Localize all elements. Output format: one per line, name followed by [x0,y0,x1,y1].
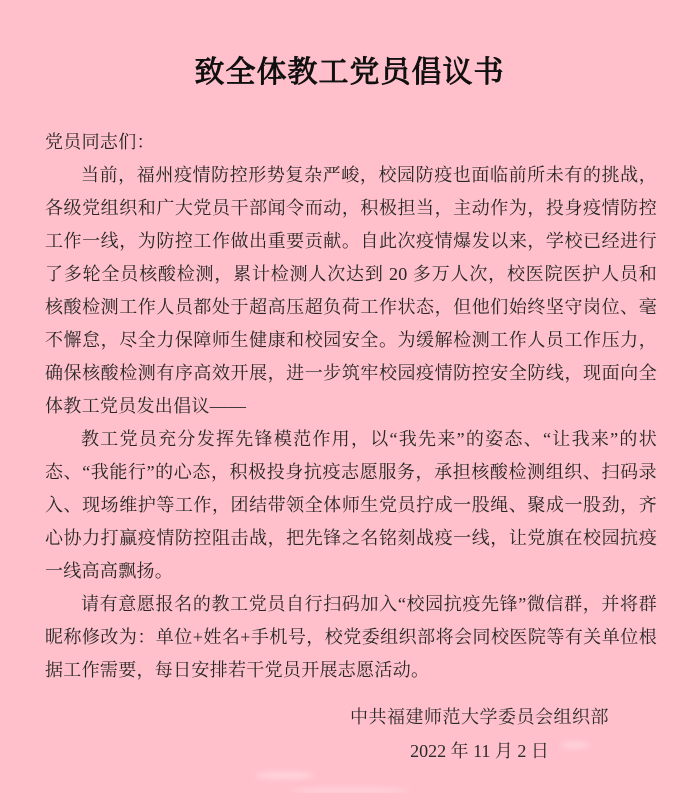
document-body [45,126,657,687]
paragraph-proposal: 教工党员充分发挥先锋模范作用，以“我先来”的姿态、“让我来”的状态、“我能行”的心态，积极投身抗疫志愿服务，承担核酸检测组织、扫码录入、现场维护等工作，团结带领全体师生党员拧成一股绳、聚成一股劲，齐心协力打赢疫情防控阻击战，把先锋之名铭刻战疫一线，让党旗在校园抗疫一线高高飘扬。 [45,429,657,581]
signature-block [350,700,609,768]
salutation: 党员同志们： [45,132,155,152]
paragraph-current-situation: 当前，福州疫情防控形势复杂严峻，校园防疫也面临前所未有的挑战，各级党组织和广大党员干部闻令而动，积极担当，主动作为，投身疫情防控工作一线，为防控工作做出重要贡献。自此次疫情爆发以来，学校已经进行了多轮全员核酸检测，累计检测人次达到 20 多万人次，校医院医护人员和核酸检测工作人员都处于超高压超负荷工作状态，但他们始终坚守岗位、毫不懈怠，尽全力保障师生健康和校园安全。为缓解检测工作人员工作压力，确保核酸检测有序高效开展，进一步筑牢校园疫情防控安全防线，现面向全体教工党员发出倡议—— [45,165,657,416]
scan-artifact [290,788,410,793]
scan-artifact [255,772,315,779]
document-title: 致全体教工党员倡议书 [194,56,505,89]
paragraph-signup-instructions: 请有意愿报名的教工党员自行扫码加入“校园抗疫先锋”微信群，并将群昵称修改为：单位+姓名+手机号，校党委组织部将会同校医院等有关单位根据工作需要，每日安排若干党员开展志愿活动。 [45,594,657,680]
signature-date: 2022 年 11 月 2 日 [410,741,549,761]
signature-organization: 中共福建师范大学委员会组织部 [350,707,609,727]
